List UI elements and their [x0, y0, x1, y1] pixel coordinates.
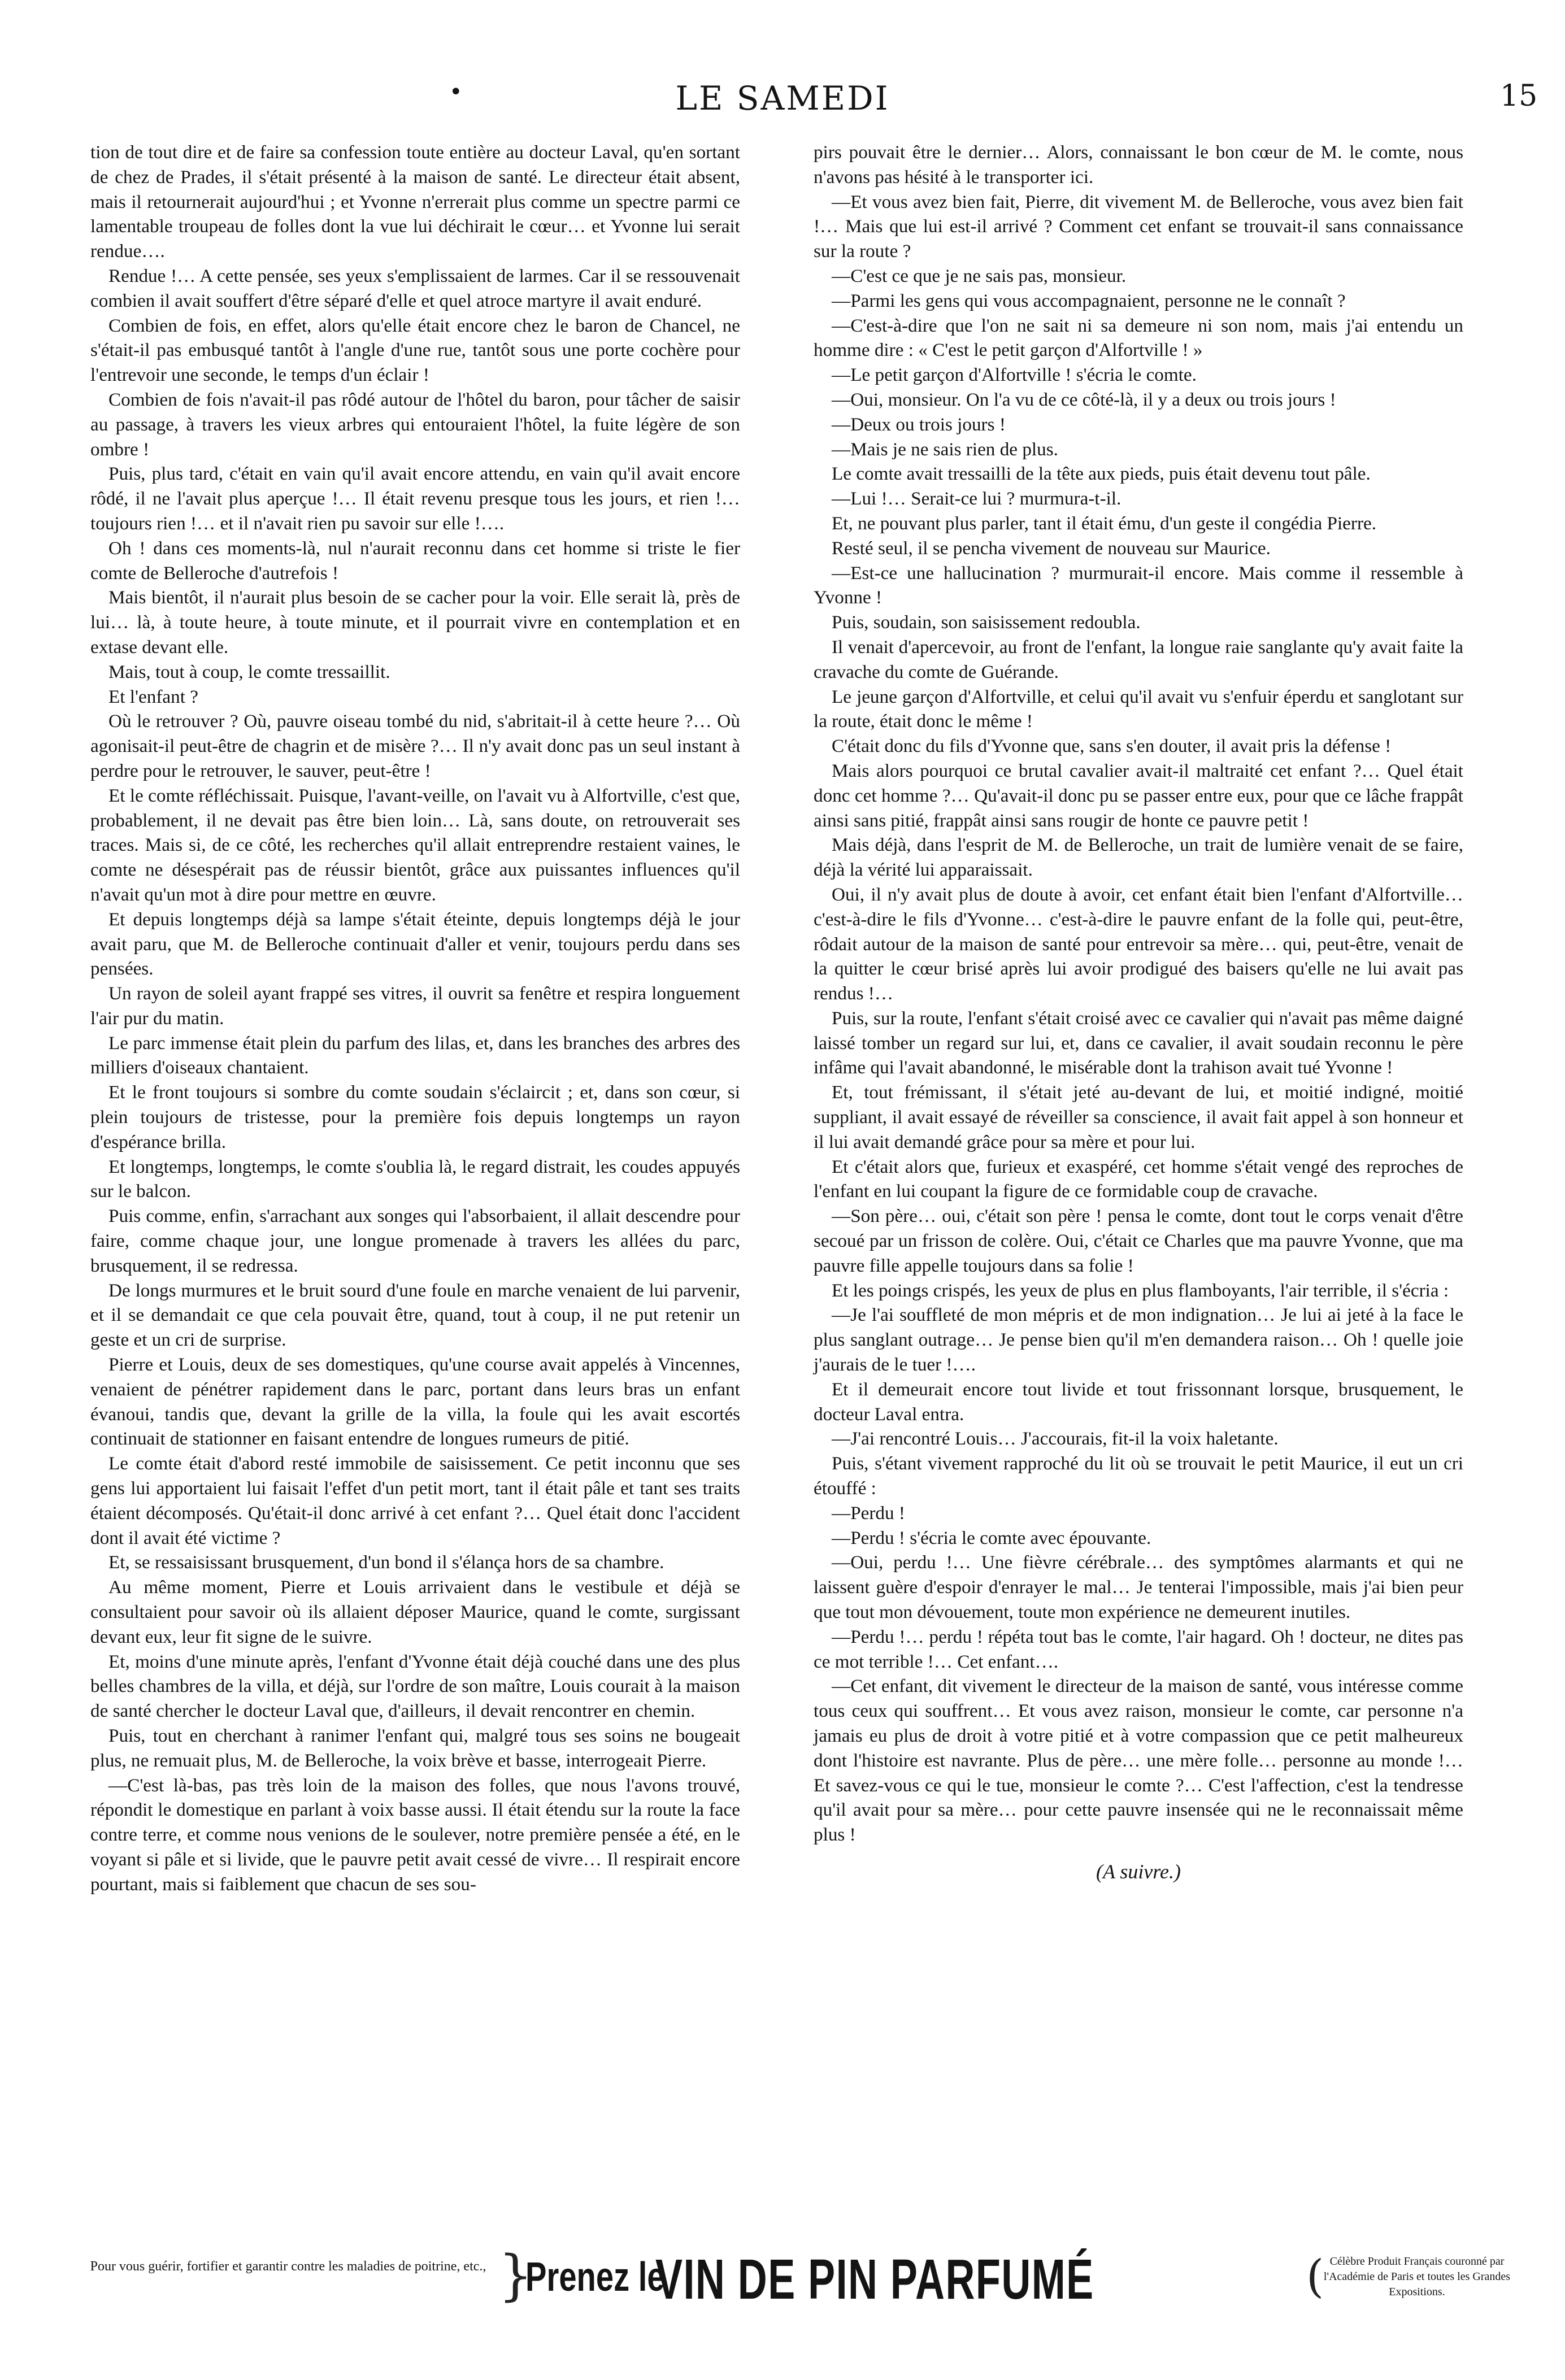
to-be-continued: (A suivre.)	[1096, 1860, 1181, 1883]
right-column	[814, 140, 1463, 1885]
paragraph: Il venait d'apercevoir, au front de l'enfant, la longue raie sanglante qu'y avait faite la cravache du comte de Guérande.	[814, 636, 1463, 682]
ad-right-text: Célèbre Produit Français couronné par l'Académie de Paris et toutes les Grandes Expositions.	[1323, 2255, 1511, 2298]
right-column-body	[814, 140, 1463, 1847]
paragraph: Mais bientôt, il n'aurait plus besoin de se cacher pour la voir. Elle serait là, près de lui… là, à toute heure, à toute minute, et il pourrait vivre en contemplation et en extase devant elle.	[90, 587, 740, 658]
paragraph: —Oui, perdu !… Une fièvre cérébrale… des symptômes alarmants et qui ne laissent guère d'espoir d'enrayer le mal… Je tenterai l'impossible, mais j'ai bien peur que tout mon dévouement, toute mon expérience ne demeurent inutiles.	[814, 1552, 1463, 1623]
paragraph: Rendue !… A cette pensée, ses yeux s'emplissaient de larmes. Car il se ressouvenait combien il avait souffert d'être séparé d'elle et quel atroce martyre il avait enduré.	[90, 265, 740, 311]
paragraph: —C'est là-bas, pas très loin de la maison des folles, que nous l'avons trouvé, répondit le domestique en parlant à voix basse aussi. Il était étendu sur la route la face contre terre, et comme nous venions de le soulever, notre première pensée a été, en le voyant si pâle et si livide, que le pauvre petit avait cessé de vivre… Il respirait encore pourtant, mais si faiblement que chacun de ses sou-	[90, 1774, 740, 1895]
ad-paren: (	[1306, 2250, 1324, 2303]
paragraph: Au même moment, Pierre et Louis arrivaient dans le vestibule et déjà se consultaient pour savoir où ils allaient déposer Maurice, quand le comte, surgissant devant eux, leur fit signe de le suivre.	[90, 1577, 740, 1647]
paragraph: —Est-ce une hallucination ? murmurait-il encore. Mais comme il ressemble à Yvonne !	[814, 562, 1463, 608]
paragraph: —Oui, monsieur. On l'a vu de ce côté-là, il y a deux ou trois jours !	[832, 389, 1336, 410]
paragraph: Le comte avait tressailli de la tête aux pieds, puis était devenu tout pâle.	[832, 463, 1371, 485]
paragraph: Oh ! dans ces moments-là, nul n'aurait reconnu dans cet homme si triste le fier comte de Belleroche d'autrefois !	[90, 537, 740, 584]
paragraph: Oui, il n'y avait plus de doute à avoir, cet enfant était bien l'enfant d'Alfortville… c'est-à-dire le fils d'Yvonne… c'est-à-dire le pauvre enfant de la folle qui, peut-être, rôdait autour de la maison de santé pour entrevoir sa mère… qui, peut-être, venait de la quitter le cœur brisé après lui avoir prodigué des baisers qu'elle ne lui avait pas rendus !…	[814, 884, 1463, 1004]
paragraph: Et, se ressaisissant brusquement, d'un bond il s'élança hors de sa chambre.	[108, 1552, 664, 1573]
paragraph: Et l'enfant ?	[108, 686, 198, 707]
header-dot: •	[449, 79, 463, 105]
ad-brand-name: VIN DE PIN PARFUMÉ	[655, 2248, 1094, 2311]
ad-brace: }	[498, 2244, 533, 2307]
paragraph: Et il demeurait encore tout livide et tout frissonnant lorsque, brusquement, le docteur Laval entra.	[814, 1378, 1463, 1425]
ad-left-text: Pour vous guérir, fortifier et garantir contre les maladies de poitrine, etc.,	[90, 2259, 486, 2274]
paragraph: Et le front toujours si sombre du comte soudain s'éclaircit ; et, dans son cœur, si plein toujours de tristesse, pour la première fois depuis longtemps un rayon d'espérance brilla.	[90, 1082, 740, 1152]
paragraph: —Parmi les gens qui vous accompagnaient, personne ne le connaît ?	[832, 290, 1346, 311]
paragraph: Puis, sur la route, l'enfant s'était croisé avec ce cavalier qui n'avait pas même daigné laissé tomber un regard sur lui, et, dans ce cavalier, il avait soudain reconnu le père infâme qui l'avait abandonné, le misérable dont la trahison avait tué Yvonne !	[814, 1007, 1463, 1078]
paragraph: Mais déjà, dans l'esprit de M. de Belleroche, un trait de lumière venait de se faire, déjà la vérité lui apparaissait.	[814, 834, 1463, 881]
paragraph: tion de tout dire et de faire sa confession toute entière au docteur Laval, qu'en sortant de chez de Prades, il s'était présenté à la maison de santé. Le directeur était absent, mais il retournerait aujourd'hui ; et Yvonne n'errerait plus comme un spectre parmi ce lamentable troupeau de folles dont la vue lui déchirait le cœur… et Yvonne lui serait rendue….	[90, 142, 740, 262]
paragraph: Et le comte réfléchissait. Puisque, l'avant-veille, on l'avait vu à Alfortville, c'est que, probablement, il ne devait pas être bien loin… Là, sans doute, on retrouverait ses traces. Mais si, de ce côté, les recherches qu'il allait entreprendre restaient vaines, le comte ne désespérait pas de réussir bientôt, grâce aux puissantes influences qu'il n'avait qu'un mot à dire pour mettre en œuvre.	[90, 785, 740, 905]
paragraph: pirs pouvait être le dernier… Alors, connaissant le bon cœur de M. le comte, nous n'avons pas hésité à le transporter ici.	[814, 142, 1463, 188]
paragraph: —C'est ce que je ne sais pas, monsieur.	[832, 265, 1127, 286]
paragraph: —C'est-à-dire que l'on ne sait ni sa demeure ni son nom, mais j'ai entendu un homme dire : « C'est le petit garçon d'Alfortville ! »	[814, 315, 1463, 361]
paragraph: Combien de fois n'avait-il pas rôdé autour de l'hôtel du baron, pour tâcher de saisir au passage, à travers les vieux arbres qui entouraient l'hôtel, la fuite légère de son ombre !	[90, 389, 740, 460]
paragraph: —Perdu ! s'écria le comte avec épouvante.	[832, 1527, 1151, 1548]
paragraph: Mais, tout à coup, le comte tressaillit.	[108, 661, 390, 682]
paragraph: —Cet enfant, dit vivement le directeur de la maison de santé, vous intéresse comme tous ceux qui souffrent… Et vous avez raison, monsieur le comte, car personne n'a jamais eu plus de droit à votre pitié et à votre compassion que ce petit malheureux dont l'histoire est navrante. Plus de père… une mère folle… personne au monde !… Et savez-vous ce qui le tue, monsieur le comte ?… C'est l'affection, c'est la tendresse qu'il avait pour sa mère… pour cette pauvre insensée qui ne le reconnaissait même plus !	[814, 1676, 1463, 1846]
paragraph: De longs murmures et le bruit sourd d'une foule en marche venaient de lui parvenir, et il se demandait ce que cela pouvait être, quand, tout à coup, il ne put retenir un geste et un cri de surprise.	[90, 1280, 740, 1351]
paragraph: Le comte était d'abord resté immobile de saisissement. Ce petit inconnu que ses gens lui apportaient lui faisait l'effet d'un petit mort, tant il était pâle et tant ses traits étaient décomposés. Qu'était-il donc arrivé à cet enfant ?… Quel était donc l'accident dont il avait été victime ?	[90, 1453, 740, 1548]
paragraph: Et, moins d'une minute après, l'enfant d'Yvonne était déjà couché dans une des plus belles chambres de la villa, et déjà, sur l'ordre de son maître, Louis courait à la maison de santé chercher le docteur Laval que, d'ailleurs, il devait rencontrer en chemin.	[90, 1651, 740, 1722]
advertisement-footer	[79, 2237, 1511, 2327]
paragraph: —Mais je ne sais rien de plus.	[832, 438, 1058, 460]
paragraph: Et c'était alors que, furieux et exaspéré, cet homme s'était vengé des reproches de l'enfant en lui coupant la figure de ce formidable coup de cravache.	[814, 1156, 1463, 1202]
paragraph: —J'ai rencontré Louis… J'accourais, fit-il la voix haletante.	[832, 1428, 1279, 1450]
paragraph: —Deux ou trois jours !	[832, 414, 1006, 435]
paragraph: —Perdu !	[832, 1502, 905, 1524]
paragraph: Le parc immense était plein du parfum des lilas, et, dans les branches des arbres des milliers d'oiseaux chantaient.	[90, 1032, 740, 1078]
paragraph: Mais alors pourquoi ce brutal cavalier avait-il maltraité cet enfant ?… Quel était donc cet homme ?… Qu'avait-il donc pu se passer entre eux, pour que ce lâche frappât ainsi sans pitié, frappât ainsi sans rougir de honte ce pauvre petit !	[814, 760, 1463, 831]
ad-prefix: Prenez le	[525, 2255, 665, 2300]
paragraph: Puis, tout en cherchant à ranimer l'enfant qui, malgré tous ses soins ne bougeait plus, ne remuait plus, M. de Belleroche, la voix brève et basse, interrogeait Pierre.	[90, 1725, 740, 1771]
paragraph: Un rayon de soleil ayant frappé ses vitres, il ouvrit sa fenêtre et respira longuement l'air pur du matin.	[90, 983, 740, 1029]
paragraph: Puis, s'étant vivement rapproché du lit où se trouvait le petit Maurice, il eut un cri étouffé :	[814, 1453, 1463, 1499]
paragraph: Et longtemps, longtemps, le comte s'oublia là, le regard distrait, les coudes appuyés sur le balcon.	[90, 1156, 740, 1202]
paragraph: Et depuis longtemps déjà sa lampe s'était éteinte, depuis longtemps déjà le jour avait paru, que M. de Belleroche continuait d'aller et venir, toujours perdu dans ses pensées.	[90, 908, 740, 980]
paragraph: Puis comme, enfin, s'arrachant aux songes qui l'absorbaient, il allait descendre pour faire, comme chaque jour, une longue promenade à travers les allées du parc, brusquement, il se redressa.	[90, 1206, 740, 1276]
paragraph: C'était donc du fils d'Yvonne que, sans s'en douter, il avait pris la défense !	[832, 736, 1392, 757]
paragraph: Puis, plus tard, c'était en vain qu'il avait encore attendu, en vain qu'il avait encore rôdé, il ne l'avait plus aperçue !… Il était revenu presque tous les jours, et rien !… toujours rien !… et il n'avait rien pu savoir sur elle !….	[90, 463, 740, 534]
paragraph: Où le retrouver ? Où, pauvre oiseau tombé du nid, s'abritait-il à cette heure ?… Où agonisait-il peut-être de chagrin et de misère ?… Il n'y avait donc pas un seul instant à perdre pour le retrouver, le sauver, peut-être !	[90, 711, 740, 781]
paragraph: —Je l'ai souffleté de mon mépris et de mon indignation… Je lui ai jeté à la face le plus sanglant outrage… Je pense bien qu'il m'en demandera raison… Oh ! quelle joie j'aurais de le tuer !….	[814, 1304, 1463, 1376]
paragraph: Et les poings crispés, les yeux de plus en plus flamboyants, l'air terrible, il s'écria :	[832, 1280, 1449, 1301]
page-header	[0, 0, 1565, 130]
paragraph: —Perdu !… perdu ! répéta tout bas le comte, l'air hagard. Oh ! docteur, ne dites pas ce mot terrible !… Cet enfant….	[814, 1626, 1463, 1672]
paragraph: Et, tout frémissant, il s'était jeté au-devant de lui, et moitié indigné, moitié suppliant, il avait essayé de réveiller sa conscience, il avait fait appel à son honneur et il lui avait demandé grâce pour sa mère et pour lui.	[814, 1082, 1463, 1152]
paragraph: —Son père… oui, c'était son père ! pensa le comte, dont tout le corps venait d'être secoué par un frisson de colère. Oui, c'était ce Charles que ma pauvre Yvonne, que ma pauvre fille appelle toujours dans sa folie !	[814, 1206, 1463, 1276]
paragraph: Le jeune garçon d'Alfortville, et celui qu'il avait vu s'enfuir éperdu et sanglotant sur la route, était donc le même !	[814, 686, 1463, 732]
paragraph: Pierre et Louis, deux de ses domestiques, qu'une course avait appelés à Vincennes, venaient de pénétrer rapidement dans le parc, portant dans leurs bras un enfant évanoui, tandis que, devant la grille de la villa, la foule qui les avait escortés continuait de stationner en faisant entendre de longues rumeurs de pitié.	[90, 1354, 740, 1450]
paragraph: Resté seul, il se pencha vivement de nouveau sur Maurice.	[832, 537, 1271, 559]
paragraph: —Le petit garçon d'Alfortville ! s'écria le comte.	[832, 364, 1197, 386]
paragraph: —Lui !… Serait-ce lui ? murmura-t-il.	[832, 488, 1121, 510]
journal-title: LE SAMEDI	[675, 79, 890, 118]
paragraph: Combien de fois, en effet, alors qu'elle était encore chez le baron de Chancel, ne s'était-il pas embusqué tantôt à l'angle d'une rue, tantôt sous une porte cochère pour l'entrevoir une seconde, le temps d'un éclair !	[90, 315, 740, 386]
paragraph: —Et vous avez bien fait, Pierre, dit vivement M. de Belleroche, vous avez bien fait !… Mais que lui est-il arrivé ? Comment cet enfant se trouvait-il sans connaissance sur la route ?	[814, 191, 1463, 262]
left-column	[90, 140, 740, 1897]
paragraph: Et, ne pouvant plus parler, tant il était ému, d'un geste il congédia Pierre.	[832, 512, 1377, 534]
paragraph: Puis, soudain, son saisissement redoubla.	[832, 612, 1141, 633]
page-number: 15	[1500, 79, 1538, 113]
